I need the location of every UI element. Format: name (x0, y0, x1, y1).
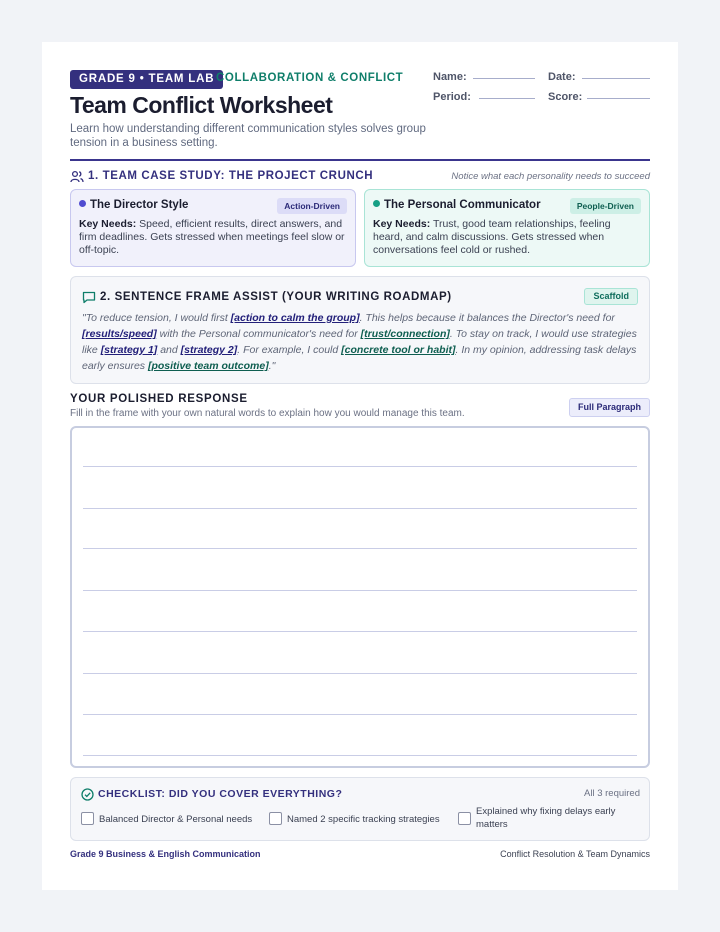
name-label: Name: (433, 71, 467, 83)
communicator-dot-icon (373, 200, 380, 207)
frame-slot: [positive team outcome] (147, 360, 269, 372)
sentence-frame-box (70, 276, 650, 384)
frame-slot: [trust/connection] (360, 328, 450, 340)
score-label: Score: (548, 91, 583, 103)
checklist-title: CHECKLIST: DID YOU COVER EVERYTHING? (98, 788, 343, 800)
writing-line (83, 755, 637, 756)
score-field[interactable] (587, 98, 650, 99)
checkbox-tracking-strategies[interactable] (269, 812, 282, 825)
response-subtitle: Fill in the frame with your own natural words to explain how you would manage this team. (70, 408, 465, 419)
case-study-title: 1. TEAM CASE STUDY: THE PROJECT CRUNCH (88, 170, 374, 182)
action-driven-tag: Action-Driven (277, 198, 347, 214)
writing-line (83, 508, 637, 509)
footer-unit: Conflict Resolution & Team Dynamics (500, 849, 650, 859)
chat-icon (82, 291, 96, 304)
frame-slot: [strategy 2] (180, 344, 238, 356)
full-paragraph-badge: Full Paragraph (569, 398, 650, 417)
case-study-note: Notice what each personality needs to succeed (451, 171, 650, 182)
director-card-title: The Director Style (79, 199, 188, 211)
subject-label: COLLABORATION & CONFLICT (216, 72, 404, 84)
team-icon (70, 170, 84, 183)
sentence-frame-text: "To reduce tension, I would first [action to calm the group]. This helps because it balances the Director's need for [results/speed] with the Personal communicator's need for [trust/connection]. To stay on track, I would use strategies like [strategy 1] and [strategy 2]. For example, I could [concrete tool or habit]. In my opinion, addressing task delays early ensures [positive team outcome]." (82, 312, 637, 372)
checkbox-fixing-delays[interactable] (458, 812, 471, 825)
worksheet-page (42, 42, 678, 890)
intro-text: Learn how understanding different communication styles solves group tension in a business setting. (70, 123, 426, 149)
grade-badge: GRADE 9 • TEAM LAB (70, 70, 223, 89)
check-circle-icon (81, 788, 94, 801)
date-field[interactable] (582, 78, 650, 79)
people-driven-tag: People-Driven (570, 198, 641, 214)
response-writing-area[interactable] (70, 426, 650, 768)
date-label: Date: (548, 71, 576, 83)
header-divider (70, 159, 650, 161)
frame-slot: [concrete tool or habit] (341, 344, 456, 356)
writing-line (83, 590, 637, 591)
footer-course: Grade 9 Business & English Communication (70, 849, 261, 859)
checklist-item-label: Balanced Director & Personal needs (99, 814, 253, 825)
checklist-item-label: Named 2 specific tracking strategies (287, 814, 440, 825)
writing-line (83, 548, 637, 549)
response-title: YOUR POLISHED RESPONSE (70, 393, 248, 405)
director-style-card (70, 189, 356, 267)
communicator-card-title: The Personal Communicator (373, 199, 541, 211)
frame-slot: [strategy 1] (100, 344, 158, 356)
page-title: Team Conflict Worksheet (70, 92, 333, 118)
writing-line (83, 673, 637, 674)
checkbox-balanced-needs[interactable] (81, 812, 94, 825)
period-field[interactable] (479, 98, 535, 99)
director-card-text: Key Needs: Speed, efficient results, direct answers, and firm deadlines. Gets stressed when meetings feel slow or off-topic. (79, 218, 345, 256)
checklist-item-label: Explained why fixing delays early matters (476, 806, 616, 830)
frame-slot: [results/speed] (82, 328, 157, 340)
name-field[interactable] (473, 78, 535, 79)
sentence-frame-title: 2. SENTENCE FRAME ASSIST (YOUR WRITING ROADMAP) (100, 291, 452, 303)
personal-communicator-card (364, 189, 650, 267)
period-label: Period: (433, 91, 471, 103)
writing-line (83, 466, 637, 467)
frame-slot: [action to calm the group] (230, 312, 360, 324)
writing-line (83, 714, 637, 715)
scaffold-badge: Scaffold (584, 288, 638, 305)
checklist-requirement: All 3 required (584, 788, 640, 799)
checklist-box (70, 777, 650, 841)
communicator-card-text: Key Needs: Trust, good team relationships, feeling heard, and calm discussions. Gets stressed when conversations feel cold or rushed. (373, 218, 611, 256)
writing-line (83, 631, 637, 632)
director-dot-icon (79, 200, 86, 207)
